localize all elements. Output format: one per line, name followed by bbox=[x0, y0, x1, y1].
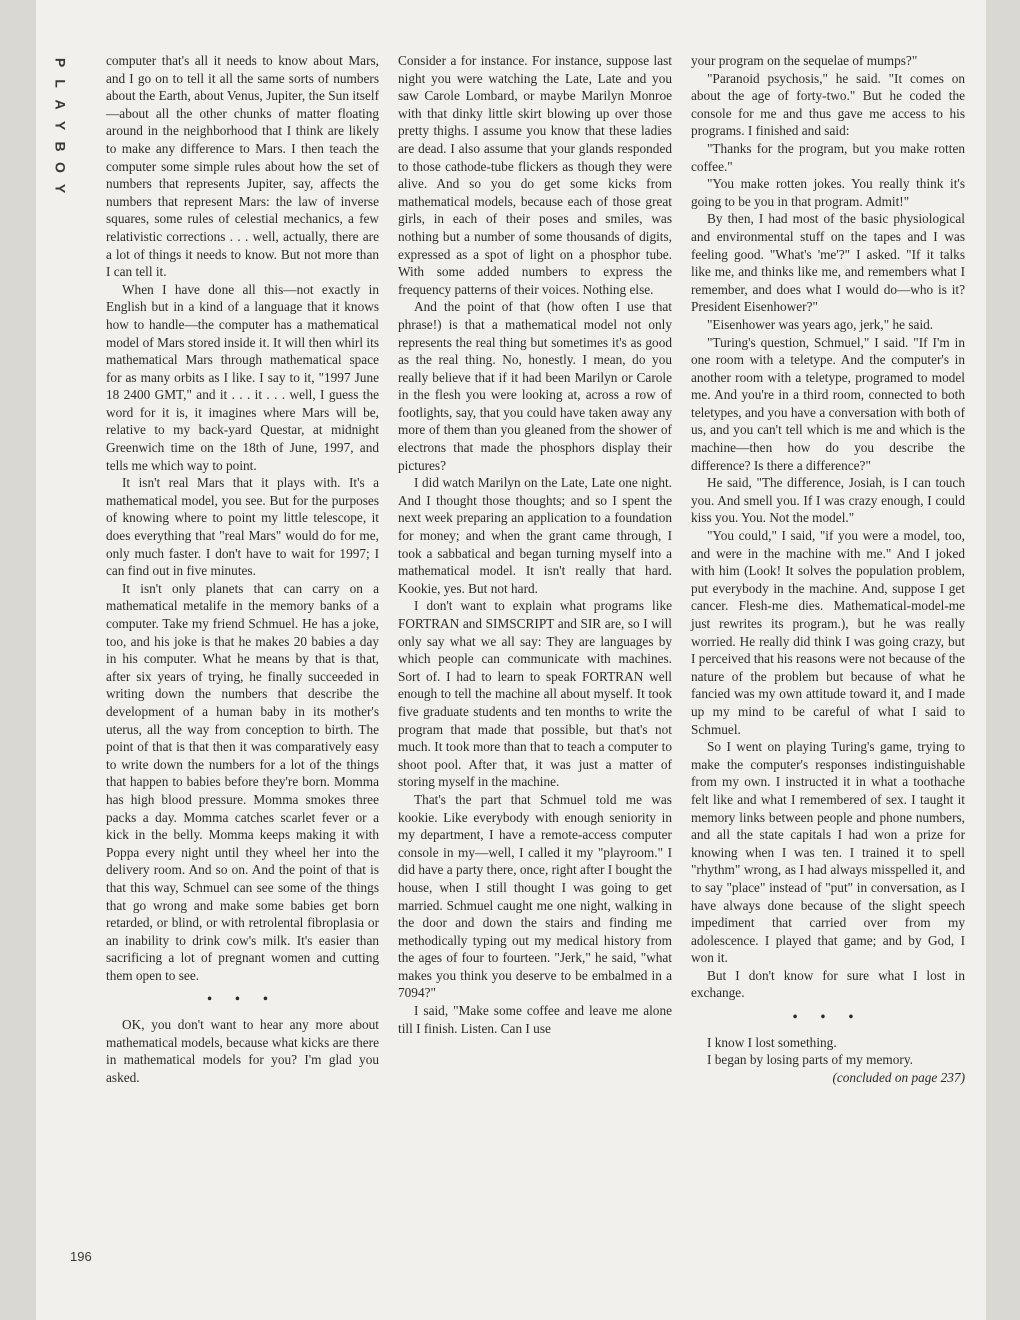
masthead-letter: B bbox=[52, 141, 69, 152]
paragraph: I did watch Marilyn on the Late, Late one night. And I thought those thoughts; and so I spent the next week preparing an application to a foundation for money; and when the grant came through, I took a sabbatical and began turning myself into a mathematical model. It isn't really that hard. Kookie, yes. But not hard. bbox=[398, 475, 672, 596]
paragraph: OK, you don't want to hear any more about mathematical models, because what kicks are there in mathematical models for you? I'm glad you asked. bbox=[106, 1017, 379, 1085]
paragraph: I said, "Make some coffee and leave me alone till I finish. Listen. Can I use bbox=[398, 1003, 672, 1036]
masthead-letter: L bbox=[52, 79, 69, 88]
paragraph: It isn't only planets that can carry on a mathematical metalife in the memory banks of a computer. Take my friend Schmuel. He has a joke, too, and his joke is that he makes 20 babies a day in his computer. What he means by that is that, after six years of trying, he finally succeeded in writing down the numbers that describe the development of a human baby in its mother's uterus, all the way from conception to birth. The point of that is that then it was comparatively easy to write down the numbers for a lot of the things that happen to babies before they're born. Momma has high blood pressure. Momma smokes three packs a day. Momma catches scarlet fever or a kick in the belly. Momma keeps making it with Poppa every night until they wheel her into the delivery room. And so on. And the point of that is that this way, Schmuel can see some of the things that go wrong and make some babies get born retarded, or blind, or with retrolental fibroplasia or an inability to drink cow's milk. It's easier than sacrificing a lot of pregnant women and cutting them open to see. bbox=[106, 580, 379, 983]
paragraph: By then, I had most of the basic physiological and environmental stuff on the tapes and I was feeling good. "What's 'me'?" I asked. "If it talks like me, and thinks like me, and remembers what I remember, and does what I would do—who is it? President Eisenhower?" bbox=[691, 211, 965, 315]
section-break: • • • bbox=[792, 1009, 864, 1025]
paragraph: I know I lost something. bbox=[707, 1034, 837, 1050]
masthead-letter: Y bbox=[52, 183, 69, 194]
masthead-letter: P bbox=[52, 57, 69, 68]
paragraph: I began by losing parts of my memory. bbox=[707, 1052, 913, 1068]
text-column-1 bbox=[106, 52, 379, 1086]
paragraph: So I went on playing Turing's game, trying to make the computer's responses indistinguishable from my own. I instructed it in what a toothache felt like and what I remembered of sex. I taught it memory links between people and phone numbers, and all the state capitals I had won a prize for knowing when I was ten. I trained it to spell "rhythm" wrong, as I had always misspelled it, and to say "place" instead of "put" in conversation, as I have always done because of the slight speech impediment that carried over from my adolescence. I played that game; and by God, I won it. bbox=[691, 739, 965, 966]
paragraph: That's the part that Schmuel told me was kookie. Like everybody with enough seniority in my department, I have a remote-access computer console in my—well, I called it my "playroom." I did have a party there, once, right after I bought the house, when I still thought I was going to get married. Schmuel caught me one night, walking in the door and down the stairs and finding me methodically typing out my medical history from the ages of four to fourteen. "Jerk," he said, "what makes you think you deserve to be embalmed in a 7094?" bbox=[398, 791, 672, 1001]
paragraph: I don't want to explain what programs like FORTRAN and SIMSCRIPT and SIR are, so I will only say what we all say: They are languages by which people can communicate with machines. Sort of. I had to learn to speak FORTRAN well enough to tell the machine all about myself. It took five graduate students and ten months to write the program that made that possible, but that's not much. It took more than that to teach a computer to shoot pool. After that, it was just a matter of storing myself in the machine. bbox=[398, 598, 672, 790]
paragraph: When I have done all this—not exactly in English but in a kind of a language that it knows how to handle—the computer has a mathematical model of Mars stored inside it. It will then whirl its mathematical Mars through mathematical space for as many orbits as I like. I say to it, "1997 June 18 2400 GMT," and it . . . it . . . well, I guess the word for it is, it imagines where Mars will be, relative to my back-yard Questar, at midnight Greenwich time on the 18th of June, 1997, and tells me which way to point. bbox=[106, 281, 379, 473]
text-column-2 bbox=[398, 52, 672, 1037]
paragraph: He said, "The difference, Josiah, is I can touch you. And smell you. If I was crazy enough, I could kiss you. You. Not the model." bbox=[691, 475, 965, 526]
masthead-letter: Y bbox=[52, 120, 69, 131]
text-column-3 bbox=[691, 52, 965, 1086]
paragraph: But I don't know for sure what I lost in exchange. bbox=[691, 967, 965, 1001]
paragraph: "Turing's question, Schmuel," I said. "If I'm in one room with a teletype. And the computer's in another room with a teletype, programed to model me. And you're in a third room, connected to both teletypes, and you have a conversation with both of us, and you can't tell which is me and which is the machine—then how do you describe the difference? Is there a difference?" bbox=[691, 334, 965, 473]
paragraph: your program on the sequelae of mumps?" bbox=[691, 53, 918, 68]
paragraph: "You make rotten jokes. You really think it's going to be you in that program. Admit!" bbox=[691, 176, 965, 209]
page-number: 196 bbox=[70, 1249, 92, 1264]
masthead-letter: O bbox=[52, 162, 69, 173]
paragraph: "Thanks for the program, but you make rotten coffee." bbox=[691, 140, 965, 174]
paragraph: It isn't real Mars that it plays with. It's a mathematical model, you see. But for the purposes of knowing where to point my little telescope, it does everything that "real Mars" would do for me, only much faster. I don't have to wait for 1997; I can find out in five minutes. bbox=[106, 475, 379, 579]
paragraph: computer that's all it needs to know about Mars, and I go on to tell it all the same sorts of numbers about the Earth, about Venus, Jupiter, the Sun itself—about all the other chunks of matter floating around in the neighborhood that I think are likely to make any difference to Mars. I then teach the computer some simple rules about how the set of numbers that represents Jupiter, say, affects the numbers that represent Mars: the law of inverse squares, some rules of celestial mechanics, a few relativistic corrections . . . well, actually, there are a lot of things it needs to know. But not more than I can tell it. bbox=[106, 53, 379, 280]
continuation-note: (concluded on page 237) bbox=[832, 1069, 965, 1085]
masthead-letter: A bbox=[52, 99, 69, 110]
paragraph: "You could," I said, "if you were a model, too, and were in the machine with me." And I joked with him (Look! It solves the population problem, put everybody in the machine. And, suppose I get cancer. Flesh-me dies. Mathematical-model-me just rewrites its program.), but he was really worried. He really did think I was going crazy, but I perceived that his reasons were not because of the nature of the problem but because of what he fancied was my own attitude toward it, and I made up my mind to be careful of what I said to Schmuel. bbox=[691, 528, 965, 737]
section-break: • • • bbox=[207, 991, 278, 1007]
paragraph: "Eisenhower was years ago, jerk," he said. bbox=[707, 316, 934, 332]
paragraph: "Paranoid psychosis," he said. "It comes on about the age of forty-two." But he coded the console for me and thus gave me access to his programs. I finished and said: bbox=[691, 70, 965, 139]
masthead-sidebar bbox=[44, 52, 76, 199]
paragraph: Consider a for instance. For instance, suppose last night you were watching the Late, Late and you saw Carole Lombard, or maybe Marilyn Monroe with that dinky little skirt blowing up over those pretty thighs. I assume you know that these ladies are dead. I also assume that your glands responded to those cathode-tube flickers as though they were alive. And so you do get some kicks from mathematical models, because each of those great girls, in each of their poses and smiles, was nothing but a number of some thousands of digits, expressed as a spot of light on a phosphor tube. With some added numbers to express the frequency patterns of their voices. Nothing else. bbox=[398, 53, 672, 297]
paragraph: And the point of that (how often I use that phrase!) is that a mathematical model not only represents the real thing but sometimes it's as good as the real thing. No, honestly. I mean, do you really believe that if it had been Marilyn or Carole in the flesh you were looking at, across a row of footlights, say, that you could have taken away any more of them than you gleaned from the shower of electrons that made the phosphors display their pictures? bbox=[398, 299, 672, 473]
